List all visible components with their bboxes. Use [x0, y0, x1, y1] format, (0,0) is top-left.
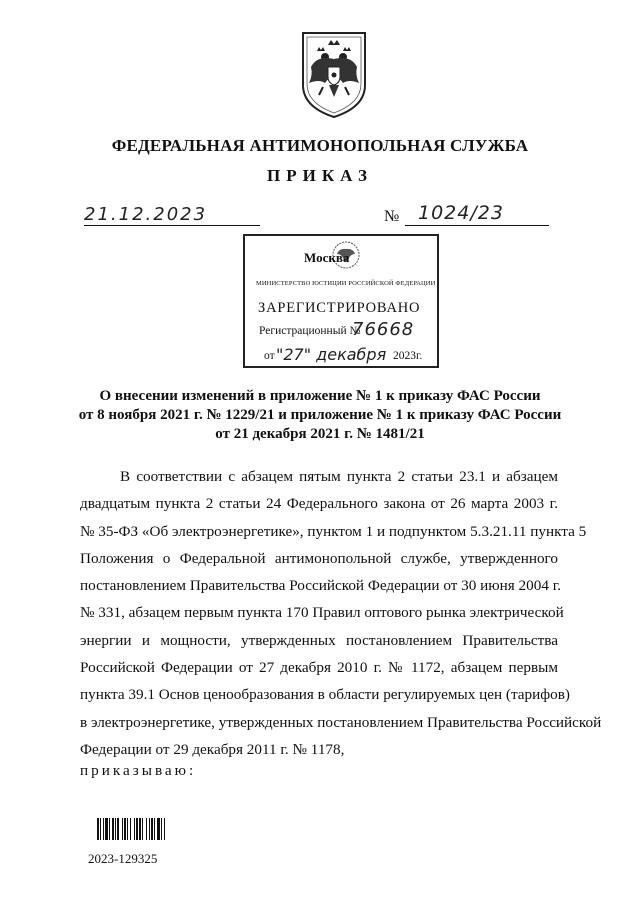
stamp-reg-label: Регистрационный № [259, 325, 361, 337]
body-line: в электроэнергетике, утвержденных постановлением Правительства Российской [80, 713, 602, 731]
document-type: ПРИКАЗ [267, 166, 373, 185]
order-date: 21.12.2023 [84, 204, 208, 225]
stamp-city: Москва [304, 250, 350, 265]
body-line: Российской Федерации от 27 декабря 2010 г. № 1172, абзацем первым [80, 659, 558, 677]
body-line: двадцатым пункта 2 статьи 24 Федерального закона от 26 марта 2003 г. [80, 495, 558, 513]
stamp-status: ЗАРЕГИСТРИРОВАНО [258, 300, 421, 316]
title-line: от 8 ноября 2021 г. № 1229/21 и приложение № 1 к приказу ФАС России [78, 407, 562, 423]
body-line: В соответствии с абзацем пятым пункта 2 статьи 23.1 и абзацем [120, 468, 558, 485]
barcode-number: 2023-129325 [88, 851, 158, 866]
stamp-date-prefix: от [264, 350, 275, 362]
organization-name: ФЕДЕРАЛЬНАЯ АНТИМОНОПОЛЬНАЯ СЛУЖБА [111, 136, 529, 155]
body-line: пункта 39.1 Основ ценообразования в области регулируемых цен (тарифов) [80, 686, 570, 704]
stamp-year: 2023г. [393, 350, 423, 362]
body-line: № 331, абзацем первым пункта 170 Правил оптового рынка электрической [80, 604, 564, 622]
stamp-date-value: "27" декабря [276, 345, 387, 364]
body-line: энергии и мощности, утвержденных постановлением Правительства [80, 631, 558, 649]
barcode-icon [97, 818, 179, 840]
title-line: О внесении изменений в приложение № 1 к приказу ФАС России [99, 388, 541, 404]
order-number: 1024/23 [418, 202, 504, 224]
coat-of-arms-emblem-icon [295, 27, 373, 119]
body-paragraph [80, 463, 602, 763]
date-underline [84, 225, 260, 226]
body-line: постановлением Правительства Российской Федерации от 30 июня 2004 г. [80, 577, 562, 595]
body-line: Федерации от 29 декабря 2011 г. № 1178, [80, 740, 345, 758]
stamp-reg-number: 76668 [352, 319, 415, 340]
body-line: Положения о Федеральной антимонопольной службе, утвержденного [80, 549, 558, 567]
document-title [0, 387, 640, 444]
number-underline [405, 225, 549, 226]
title-line: от 21 декабря 2021 г. № 1481/21 [215, 426, 425, 442]
body-line: № 35-ФЗ «Об электроэнергетике», пунктом 1 и подпунктом 5.3.21.11 пункта 5 [80, 522, 587, 540]
decree-word: приказываю: [80, 762, 197, 779]
number-sign: № [384, 208, 400, 225]
stamp-ministry: МИНИСТЕРСТВО ЮСТИЦИИ РОССИЙСКОЙ ФЕДЕРАЦИИ [256, 280, 436, 287]
